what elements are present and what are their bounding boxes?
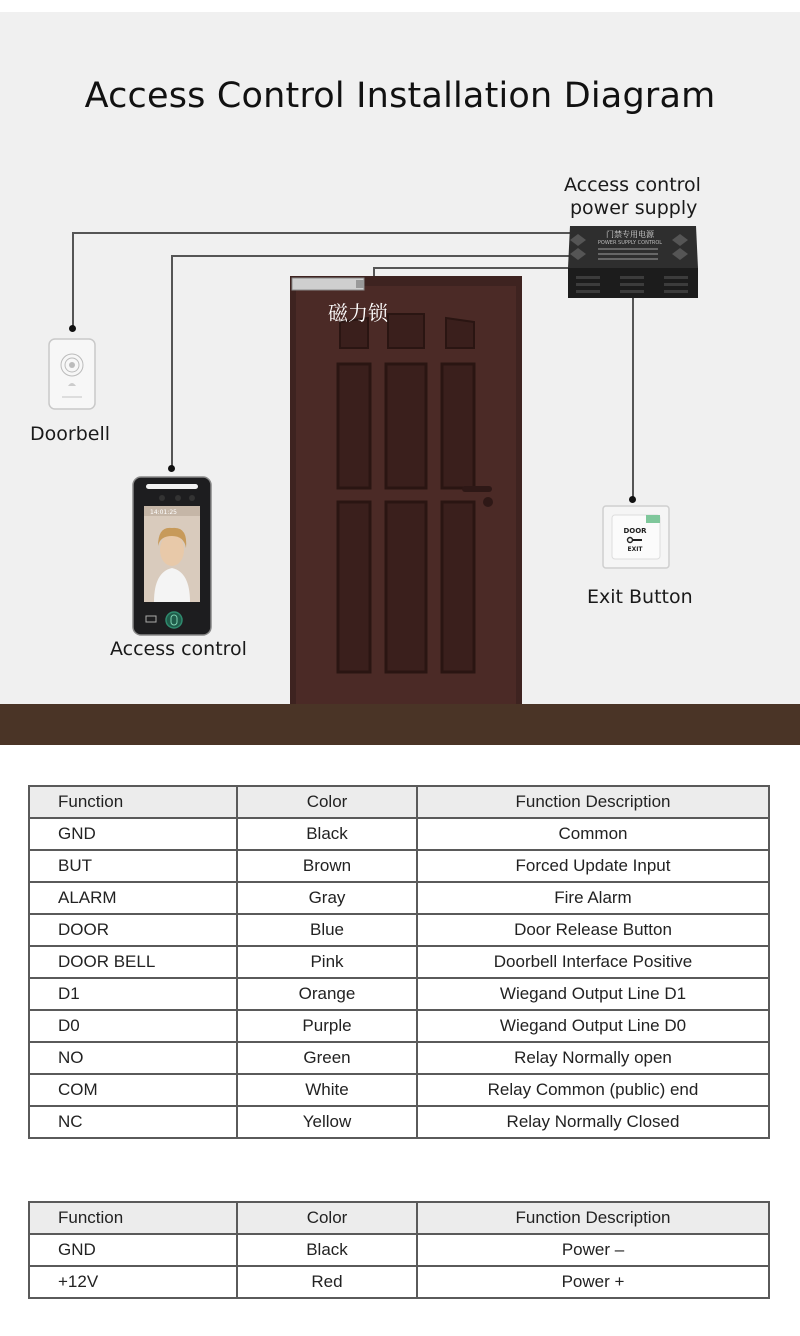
wire-doorbell-horizontal (72, 232, 570, 234)
function-cell: GND (29, 818, 237, 850)
exit-terminal-dot (629, 496, 636, 503)
description-cell: Common (417, 818, 769, 850)
power-table (28, 1201, 770, 1299)
power-supply-label-line1: Access control (564, 174, 701, 196)
color-cell: Purple (237, 1010, 417, 1042)
color-cell: Black (237, 818, 417, 850)
doorbell-terminal-dot (69, 325, 76, 332)
table-row (29, 850, 769, 882)
table-row (29, 1010, 769, 1042)
exit-button-exit-text: EXIT (627, 546, 643, 553)
color-cell: Pink (237, 946, 417, 978)
wiring-table (28, 785, 770, 1139)
table-row (29, 1234, 769, 1266)
magnetic-lock-label: 磁力锁 (328, 301, 388, 325)
table-row (29, 882, 769, 914)
header-color: Color (237, 1202, 417, 1234)
power-supply-subtitle: POWER SUPPLY CONTROL (597, 240, 663, 246)
top-margin (0, 0, 800, 12)
function-cell: ALARM (29, 882, 237, 914)
description-cell: Doorbell Interface Positive (417, 946, 769, 978)
function-cell: NO (29, 1042, 237, 1074)
doorbell-device (48, 338, 98, 412)
access-control-terminal (132, 476, 214, 638)
function-cell: DOOR BELL (29, 946, 237, 978)
access-control-label: Access control (110, 638, 247, 660)
wire-terminal-horizontal (171, 255, 570, 257)
exit-button-label: Exit Button (587, 586, 693, 608)
table-row (29, 914, 769, 946)
color-cell: Blue (237, 914, 417, 946)
door (290, 276, 522, 706)
function-cell: NC (29, 1106, 237, 1138)
terminal-time: 14:01:25 (150, 509, 177, 516)
table-row (29, 818, 769, 850)
wire-doorbell-vertical (72, 232, 74, 328)
table-row (29, 978, 769, 1010)
table-row (29, 1266, 769, 1298)
function-cell: DOOR (29, 914, 237, 946)
wire-terminal-vertical (171, 255, 173, 467)
wire-exit-vertical (632, 298, 634, 498)
table-row (29, 1042, 769, 1074)
description-cell: Wiegand Output Line D1 (417, 978, 769, 1010)
table-row (29, 946, 769, 978)
description-cell: Relay Common (public) end (417, 1074, 769, 1106)
doorbell-label: Doorbell (30, 423, 110, 445)
power-supply-brand: 门禁专用电源 (606, 230, 654, 239)
function-cell: BUT (29, 850, 237, 882)
access-control-terminal-dot (168, 465, 175, 472)
diagram-title: Access Control Installation Diagram (84, 76, 716, 116)
wire-lock-horizontal (373, 267, 570, 269)
description-cell: Door Release Button (417, 914, 769, 946)
exit-button-device (602, 505, 672, 569)
color-cell: Red (237, 1266, 417, 1298)
table-header-row (29, 786, 769, 818)
header-color: Color (237, 786, 417, 818)
table-row (29, 1074, 769, 1106)
function-cell: D1 (29, 978, 237, 1010)
function-cell: GND (29, 1234, 237, 1266)
description-cell: Relay Normally open (417, 1042, 769, 1074)
color-cell: Yellow (237, 1106, 417, 1138)
color-cell: Brown (237, 850, 417, 882)
color-cell: Gray (237, 882, 417, 914)
header-description: Function Description (417, 786, 769, 818)
color-cell: Green (237, 1042, 417, 1074)
color-cell: Black (237, 1234, 417, 1266)
function-cell: COM (29, 1074, 237, 1106)
floor (0, 704, 800, 745)
color-cell: Orange (237, 978, 417, 1010)
description-cell: Wiegand Output Line D0 (417, 1010, 769, 1042)
header-description: Function Description (417, 1202, 769, 1234)
table-header-row (29, 1202, 769, 1234)
color-cell: White (237, 1074, 417, 1106)
function-cell: D0 (29, 1010, 237, 1042)
description-cell: Forced Update Input (417, 850, 769, 882)
description-cell: Power + (417, 1266, 769, 1298)
header-function: Function (29, 786, 237, 818)
description-cell: Relay Normally Closed (417, 1106, 769, 1138)
power-supply-label-line2: power supply (570, 197, 698, 219)
description-cell: Fire Alarm (417, 882, 769, 914)
table-row (29, 1106, 769, 1138)
exit-button-door-text: DOOR (623, 527, 647, 535)
description-cell: Power – (417, 1234, 769, 1266)
power-supply-box (562, 222, 702, 302)
function-cell: +12V (29, 1266, 237, 1298)
header-function: Function (29, 1202, 237, 1234)
